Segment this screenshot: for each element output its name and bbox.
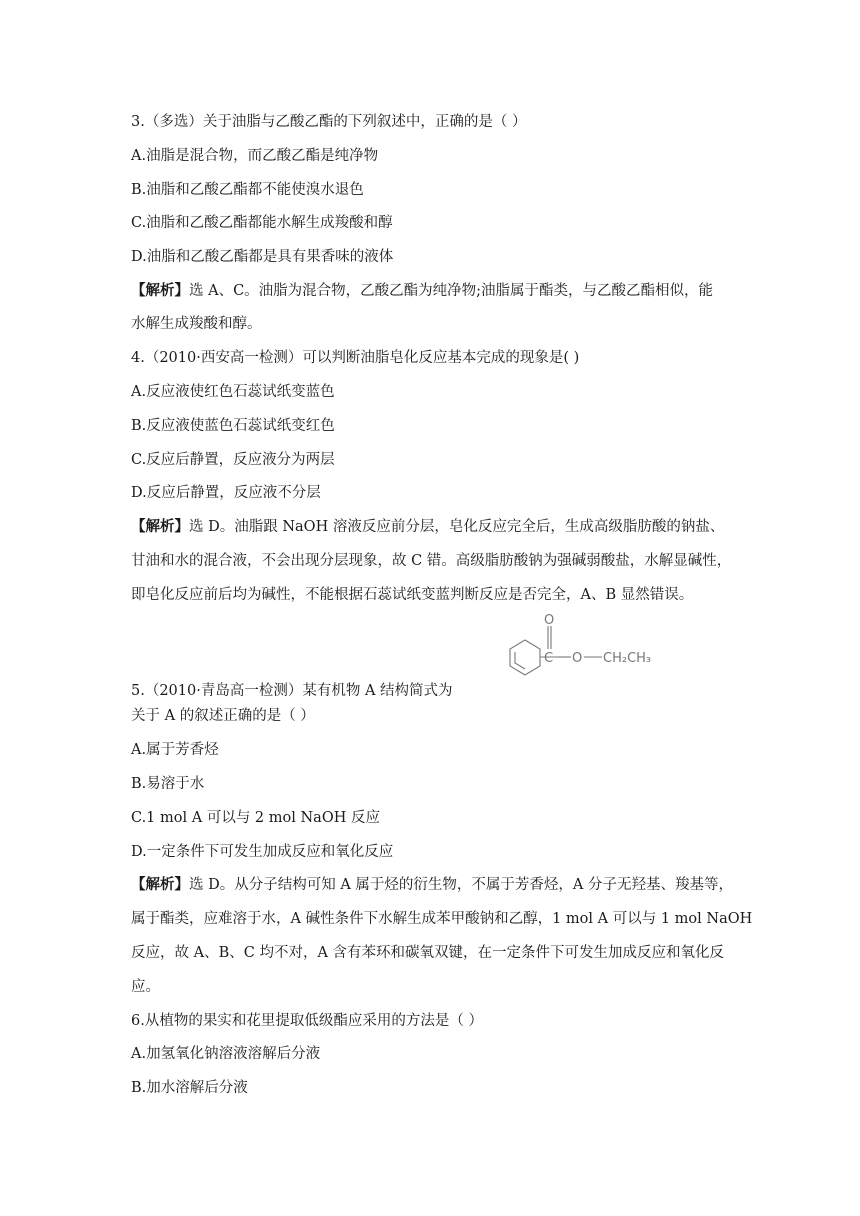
ethyl-group-label: CH₂CH₃ [603, 651, 652, 666]
q5-analysis-line-2: 属于酯类，应难溶于水，A 碱性条件下水解生成苯甲酸钠和乙醇，1 mol A 可以与 1 mol NaOH [131, 911, 753, 927]
q6-option-a: A.加氢氧化钠溶液溶解后分液 [131, 1046, 321, 1062]
q4-stem: 4.（2010·西安高一检测）可以判断油脂皂化反应基本完成的现象是( ) [131, 350, 580, 366]
analysis-tag: 【解析】 [131, 518, 189, 535]
q5-option-a: A.属于芳香烃 [131, 742, 219, 758]
q5-analysis-line-4: 应。 [131, 979, 160, 995]
q4-option-d: D.反应后静置，反应液不分层 [131, 485, 321, 501]
q5-analysis-line-1 [131, 875, 733, 895]
q5-analysis-line-3: 反应，故 A、B、C 均不对，A 含有苯环和碳氧双键，在一定条件下可发生加成反应和氧化反 [131, 945, 725, 961]
analysis-text: 选 A、C。油脂为混合物，乙酸乙酯为纯净物;油脂属于酯类，与乙酸乙酯相似，能 [189, 283, 714, 299]
analysis-tag: 【解析】 [131, 282, 189, 299]
q4-analysis-line-2: 甘油和水的混合液，不会出现分层现象，故 C 错。高级脂肪酸钠为强碱弱酸盐，水解显碱性， [131, 553, 732, 569]
q5-option-d: D.一定条件下可发生加成反应和氧化反应 [131, 844, 394, 860]
q5-stem-line-2: 关于 A 的叙述正确的是（ ） [131, 708, 315, 724]
ethyl-benzoate-structure [488, 610, 688, 680]
q5-stem-line-1: 5.（2010·青岛高一检测）某有机物 A 结构简式为 [131, 683, 453, 699]
analysis-text: 选 D。从分子结构可知 A 属于烃的衍生物，不属于芳香烃，A 分子无羟基、羧基等， [189, 877, 734, 893]
q3-option-d: D.油脂和乙酸乙酯都是具有果香味的液体 [131, 249, 394, 265]
analysis-tag: 【解析】 [131, 876, 189, 893]
q3-analysis-line-1 [131, 281, 713, 301]
q4-option-a: A.反应液使红色石蕊试纸变蓝色 [131, 384, 335, 400]
benzene-inner-bond [515, 652, 525, 669]
q4-option-b: B.反应液使蓝色石蕊试纸变红色 [131, 418, 335, 434]
ester-oxygen-label: O [572, 651, 583, 666]
q4-option-c: C.反应后静置，反应液分为两层 [131, 452, 335, 468]
carbon-label: C [544, 651, 554, 666]
q6-stem: 6.从植物的果实和花里提取低级酯应采用的方法是（ ） [131, 1013, 483, 1029]
q3-option-a: A.油脂是混合物，而乙酸乙酯是纯净物 [131, 148, 379, 164]
q3-stem: 3.（多选）关于油脂与乙酸乙酯的下列叙述中，正确的是（ ） [131, 114, 527, 130]
q3-option-b: B.油脂和乙酸乙酯都不能使溴水退色 [131, 182, 364, 198]
q4-analysis-line-3: 即皂化反应前后均为碱性，不能根据石蕊试纸变蓝判断反应是否完全，A、B 显然错误。 [131, 587, 694, 603]
q4-analysis-line-1 [131, 517, 724, 537]
q3-option-c: C.油脂和乙酸乙酯都能水解生成羧酸和醇 [131, 215, 393, 231]
carbonyl-oxygen-label: O [544, 613, 555, 628]
q6-option-b: B.加水溶解后分液 [131, 1080, 248, 1096]
q5-option-b: B.易溶于水 [131, 776, 205, 792]
q3-analysis-line-2: 水解生成羧酸和醇。 [131, 316, 262, 332]
analysis-text: 选 D。油脂跟 NaOH 溶液反应前分层，皂化反应完全后，生成高级脂肪酸的钠盐、 [189, 519, 725, 535]
q5-option-c: C.1 mol A 可以与 2 mol NaOH 反应 [131, 810, 380, 826]
